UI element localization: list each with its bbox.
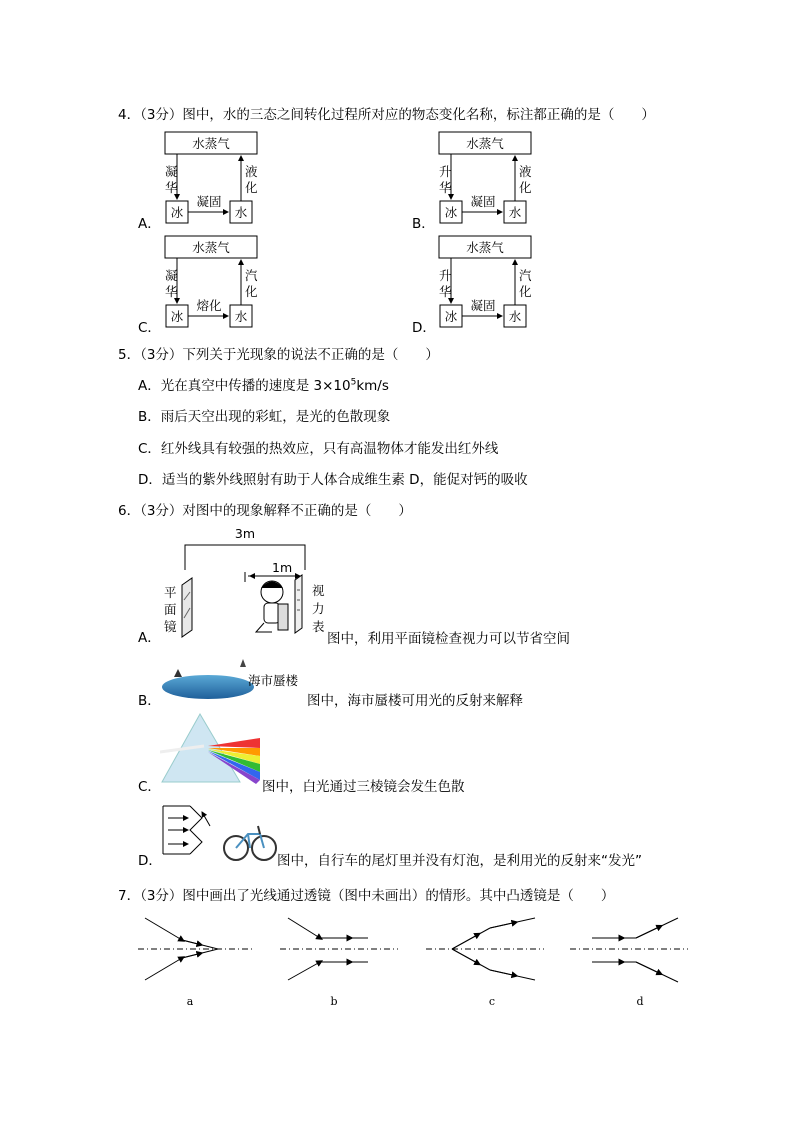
q6-a-mirror-3: 镜 (164, 619, 177, 634)
q5-a-exponent: 5 (350, 377, 357, 388)
q7-figure (130, 908, 700, 1008)
q4-d-right-1: 汽 (519, 268, 532, 283)
q4-d-ice: 冰 (444, 309, 458, 324)
q4-d-left-2: 华 (439, 284, 452, 299)
q6-b-letter: B． (138, 693, 161, 709)
q5-stem: 5．（3分）下列关于光现象的说法不正确的是（ ） (118, 347, 439, 363)
q5-a-prefix: A．光在真空中传播的速度是 3×10 (138, 378, 351, 394)
q4-option-c-letter: C． (138, 320, 161, 336)
q6-a-figure (160, 520, 330, 645)
q4-b-left-1: 升 (439, 164, 452, 179)
q4-diagram-d (434, 234, 544, 334)
q6-a-3m: 3m (234, 526, 256, 541)
q4-diagram-a (160, 130, 270, 230)
q6-c-figure (160, 712, 262, 784)
q4-b-water: 水 (508, 205, 522, 220)
q4-d-water: 水 (508, 309, 522, 324)
q4-a-vapor: 水蒸气 (192, 136, 230, 151)
q4-d-mid: 凝固 (470, 298, 496, 313)
q4-a-left-2: 华 (165, 180, 178, 195)
q4-a-mid: 凝固 (196, 194, 222, 209)
q6-a-mirror-1: 平 (164, 585, 177, 600)
q5-option-d: D．适当的紫外线照射有助于人体合成维生素 D，能促对钙的吸收 (138, 472, 528, 488)
q4-b-right-1: 液 (519, 164, 532, 179)
q4-c-vapor: 水蒸气 (192, 240, 230, 255)
q7-label-a: a (186, 995, 194, 1008)
q4-b-mid: 凝固 (470, 194, 496, 209)
q6-a-text: 图中，利用平面镜检查视力可以节省空间 (327, 631, 570, 647)
q4-option-d-letter: D． (412, 320, 436, 336)
q4-diagram-b (434, 130, 544, 230)
q4-stem: 4．（3分）图中，水的三态之间转化过程所对应的物态变化名称，标注都正确的是（ ） (118, 107, 655, 123)
q4-a-left-1: 凝 (165, 164, 178, 179)
q4-d-right-2: 化 (519, 284, 532, 299)
q4-c-right-1: 汽 (245, 268, 258, 283)
q6-b-figure (160, 655, 310, 701)
q5-option-b: B．雨后天空出现的彩虹，是光的色散现象 (138, 409, 391, 425)
q5-option-c: C．红外线具有较强的热效应，只有高温物体才能发出红外线 (138, 441, 499, 457)
q4-b-ice: 冰 (444, 205, 458, 220)
q6-a-mirror-2: 面 (164, 602, 177, 617)
q4-a-ice: 冰 (170, 205, 184, 220)
q6-c-letter: C． (138, 779, 161, 795)
q7-diagram-b (280, 918, 398, 980)
q4-c-ice: 冰 (170, 309, 184, 324)
q6-a-letter: A． (138, 630, 161, 646)
q7-label-c: c (488, 995, 496, 1008)
q4-c-left-1: 凝 (165, 268, 178, 283)
q4-option-a-letter: A． (138, 216, 161, 232)
q4-c-left-2: 华 (165, 284, 178, 299)
q4-c-right-2: 化 (245, 284, 258, 299)
q4-b-vapor: 水蒸气 (466, 136, 504, 151)
q6-stem: 6．（3分）对图中的现象解释不正确的是（ ） (118, 503, 412, 519)
q7-stem: 7．（3分）图中画出了光线通过透镜（图中未画出）的情形。其中凸透镜是（ ） (118, 888, 615, 904)
q7-diagram-a (138, 918, 252, 980)
q4-a-right-2: 化 (245, 180, 258, 195)
q6-a-chart-1: 视 (312, 583, 325, 598)
q7-diagram-d (570, 918, 688, 982)
q4-c-water: 水 (234, 309, 248, 324)
q6-b-mirage-label: 海市蜃楼 (248, 673, 299, 688)
q4-d-vapor: 水蒸气 (466, 240, 504, 255)
q7-label-b: b (330, 995, 338, 1008)
q4-c-mid: 熔化 (196, 298, 222, 313)
q5-option-a (138, 374, 389, 394)
q6-d-letter: D． (138, 853, 162, 869)
q4-d-left-1: 升 (439, 268, 452, 283)
q6-d-text: 图中，自行车的尾灯里并没有灯泡，是利用光的反射来“发光” (277, 853, 642, 869)
q6-b-text: 图中，海市蜃楼可用光的反射来解释 (307, 693, 523, 709)
q5-a-suffix: km/s (356, 378, 389, 394)
q4-diagram-c (160, 234, 270, 334)
q6-a-chart-2: 力 (312, 601, 325, 616)
q6-c-text: 图中，白光通过三棱镜会发生色散 (262, 779, 465, 795)
q4-b-left-2: 华 (439, 180, 452, 195)
q6-d-figure (160, 804, 278, 862)
q4-a-water: 水 (234, 205, 248, 220)
q6-a-chart-3: 表 (312, 619, 325, 634)
q7-diagram-c (426, 918, 544, 980)
q4-option-b-letter: B． (412, 216, 435, 232)
q6-a-1m: 1m (272, 560, 293, 575)
q4-b-right-2: 化 (519, 180, 532, 195)
q7-label-d: d (636, 995, 644, 1008)
q4-a-right-1: 液 (245, 164, 258, 179)
